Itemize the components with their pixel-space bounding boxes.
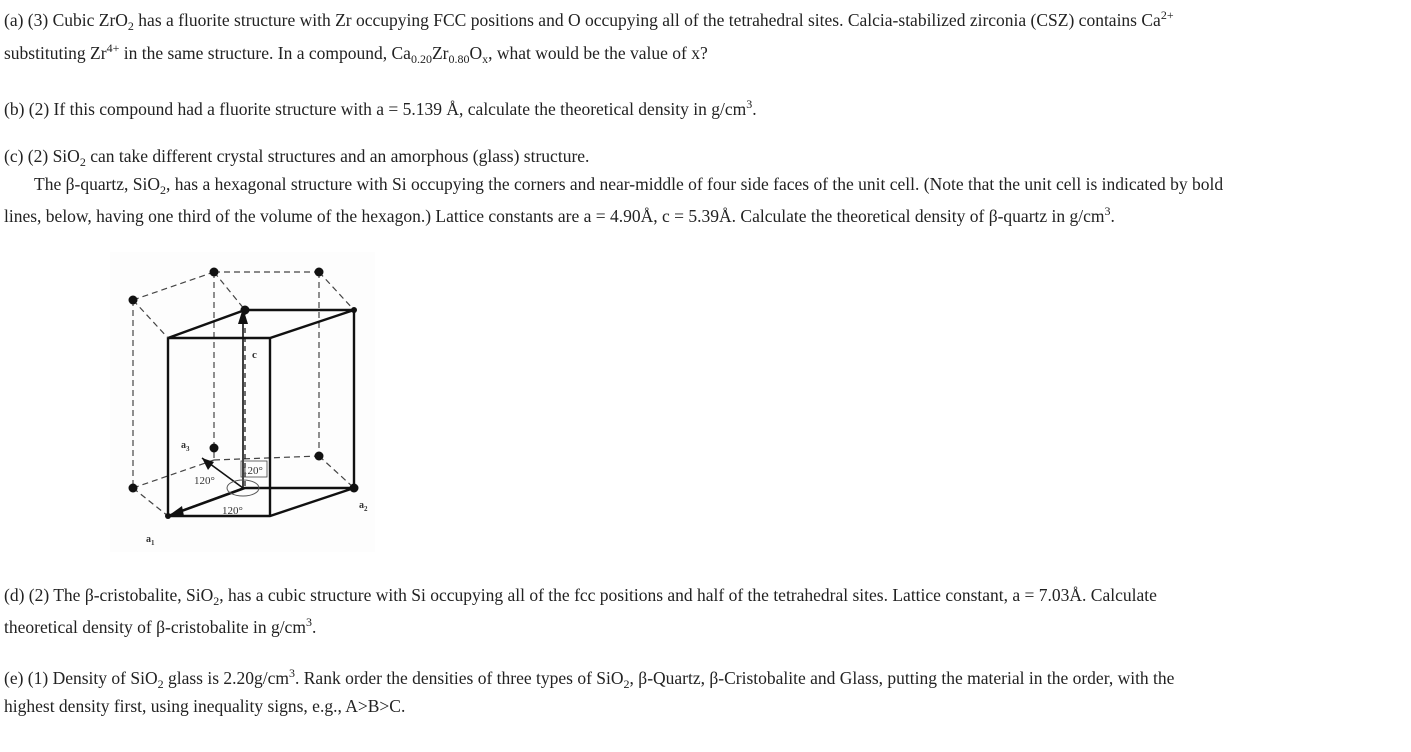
a2-letter: a xyxy=(359,500,364,511)
text: (e) (1) Density of SiO xyxy=(4,668,158,688)
text: , β-Quartz, β-Cristobalite and Glass, putting the material in the order, with the xyxy=(629,668,1175,688)
text: , has a cubic structure with Si occupying all of the fcc positions and half of the tetrahedral sites. Lattice constant, a = 7.03Å. Calculate xyxy=(219,585,1157,605)
a2-subscript: 2 xyxy=(364,505,368,513)
question-a-line-2 xyxy=(4,43,708,64)
text: can take different crystal structures and an amorphous (glass) structure. xyxy=(85,146,590,166)
subscript: 0.20 xyxy=(410,52,432,66)
text: has a fluorite structure with Zr occupying FCC positions and O occupying all of the tetrahedral sites. Calcia-stabilized zirconia (CSZ) contains Ca xyxy=(133,10,1161,30)
question-c-line-2 xyxy=(34,174,1223,195)
angle-label-right: 120° xyxy=(242,465,263,477)
subscript: 2 xyxy=(157,677,164,691)
question-d-line-1 xyxy=(4,585,1157,606)
subscript: 0.80 xyxy=(448,52,470,66)
superscript: 2+ xyxy=(1160,8,1174,22)
text: Zr xyxy=(431,43,449,63)
text: O xyxy=(469,43,483,63)
text: in the same structure. In a compound, Ca xyxy=(119,43,411,63)
text: . xyxy=(1110,206,1115,226)
text: lines, below, having one third of the volume of the hexagon.) Lattice constants are a = 4.90Å, c = 5.39Å. Calculate the theoretical density of β-quartz in g/cm xyxy=(4,206,1105,226)
c-axis-label: c xyxy=(252,349,257,361)
superscript: 3 xyxy=(1104,204,1111,218)
question-c-line-1 xyxy=(4,146,589,167)
superscript: 3 xyxy=(305,615,312,629)
text: . Rank order the densities of three types of SiO xyxy=(295,668,624,688)
question-b xyxy=(4,99,757,120)
text: (d) (2) The β-cristobalite, SiO xyxy=(4,585,214,605)
angle-label-left: 120° xyxy=(194,475,215,487)
a3-subscript: 3 xyxy=(186,445,190,453)
text: (c) (2) SiO xyxy=(4,146,80,166)
subscript: x xyxy=(482,52,489,66)
subscript: 2 xyxy=(160,183,167,197)
question-e-line-2: highest density first, using inequality signs, e.g., A>B>C. xyxy=(4,696,406,716)
question-a-line-1 xyxy=(4,10,1174,31)
question-d-line-2 xyxy=(4,617,316,638)
text: , has a hexagonal structure with Si occupying the corners and near-middle of four side faces of the unit cell. (Note that the unit cell is indicated by bold xyxy=(166,174,1224,194)
angle-label-bottom: 120° xyxy=(222,505,243,517)
text: , what would be the value of x? xyxy=(488,43,708,63)
text: The β-quartz, SiO xyxy=(34,174,161,194)
superscript: 3 xyxy=(746,97,753,111)
hexagonal-unit-cell-figure xyxy=(110,252,375,552)
a1-subscript: 1 xyxy=(151,539,155,547)
text: . xyxy=(752,99,757,119)
text: (a) (3) Cubic ZrO xyxy=(4,10,128,30)
subscript: 2 xyxy=(213,594,220,608)
superscript: 4+ xyxy=(106,41,120,55)
a3-letter: a xyxy=(181,440,186,451)
subscript: 2 xyxy=(623,677,630,691)
text: theoretical density of β-cristobalite in g/cm xyxy=(4,617,306,637)
superscript: 3 xyxy=(289,666,295,680)
question-c-line-3 xyxy=(4,206,1115,227)
subscript: 2 xyxy=(127,19,134,33)
subscript: 2 xyxy=(79,155,86,169)
a1-letter: a xyxy=(146,534,151,545)
text: . xyxy=(311,617,317,637)
text: (b) (2) If this compound had a fluorite structure with a = 5.139 Å, calculate the theoretical density in g/cm xyxy=(4,99,747,119)
text: substituting Zr xyxy=(4,43,107,63)
question-e-line-1 xyxy=(4,668,1174,689)
text: glass is 2.20g/cm xyxy=(163,668,289,688)
